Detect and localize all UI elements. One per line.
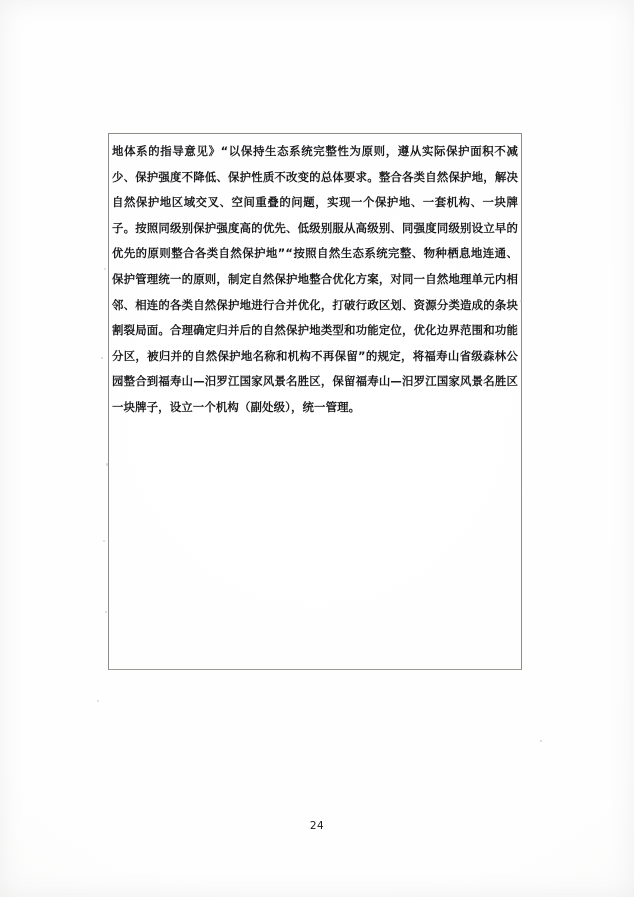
scan-speckle-icon	[540, 740, 542, 742]
scan-speckle-icon	[104, 268, 106, 270]
document-body	[112, 139, 518, 421]
scan-speckle-icon	[105, 611, 107, 613]
scan-speckle-icon	[97, 700, 99, 702]
scan-speckle-icon	[103, 540, 105, 542]
scan-speckle-icon	[520, 300, 522, 302]
scan-speckle-icon	[101, 357, 103, 359]
body-paragraph: 地体系的指导意见》“以保持生态系统完整性为原则，遵从实际保护面积不减少、保护强度不降低、保护性质不改变的总体要求。整合各类自然保护地，解决自然保护地区域交叉、空间重叠的问题，实现一个保护地、一套机构、一块牌子。按照同级别保护强度高的优先、低级别服从高级别、同强度同级别设立早的优先的原则整合各类自然保护地”“按照自然生态系统完整、物种栖息地连通、保护管理统一的原则，制定自然保护地整合优化方案，对同一自然地理单元内相邻、相连的各类自然保护地进行合并优化，打破行政区划、资源分类造成的条块割裂局面。合理确定归并后的自然保护地类型和功能定位，优化边界范围和功能分区，被归并的自然保护地名称和机构不再保留”的规定，将福寿山省级森林公园整合到福寿山—汨罗江国家风景名胜区，保留福寿山—汨罗江国家风景名胜区一块牌子，设立一个机构（副处级），统一管理。	[112, 144, 518, 414]
scan-speckle-icon	[106, 463, 108, 466]
page-number: 24	[309, 820, 325, 832]
